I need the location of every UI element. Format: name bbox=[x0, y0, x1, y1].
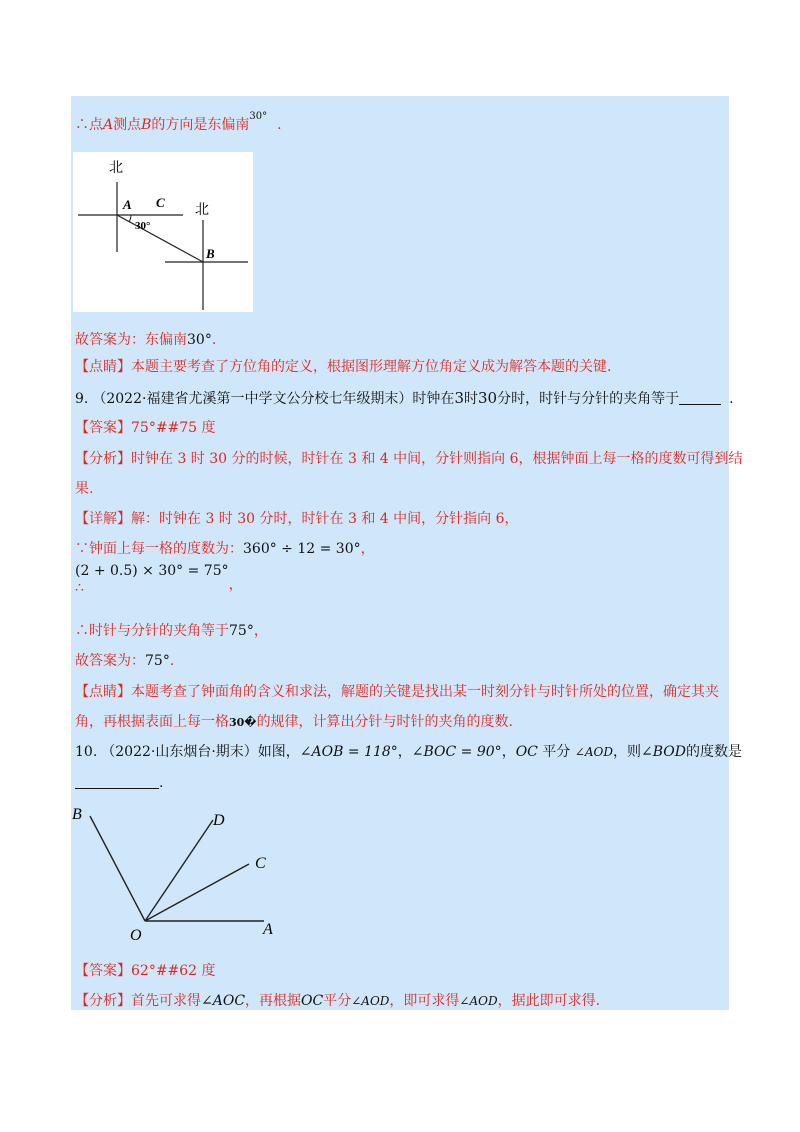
q9-end: . bbox=[729, 391, 734, 407]
q9-detail-prefix-2: ∵钟面上每一格的度数为： bbox=[75, 541, 243, 557]
q9-detail-end-4: ， bbox=[253, 623, 268, 639]
comment-text: 本题主要考查了方位角的定义，根据图形理解方位角定义成为解答本题的关键. bbox=[131, 359, 612, 375]
label-d: D bbox=[213, 812, 225, 829]
north-label-2: 北 bbox=[195, 203, 209, 218]
answer-degree: 30° bbox=[187, 332, 212, 348]
q10-analysis-p2: ，再根据 bbox=[245, 993, 302, 1009]
q10-analysis-p3: 平分 bbox=[323, 993, 352, 1009]
q9-detail-text-1: 解：时钟在 3 时 30 分时，时针在 3 和 4 中间，分针指向 6， bbox=[131, 511, 519, 527]
prev-comment bbox=[75, 357, 611, 377]
prev-answer-line bbox=[75, 330, 216, 350]
label-c: C bbox=[156, 195, 165, 210]
q10-number: 10. bbox=[75, 744, 98, 760]
q9-comment-1 bbox=[75, 682, 719, 702]
q9-analysis-2: 果. bbox=[75, 481, 94, 497]
q10-then: ，则 bbox=[612, 744, 641, 760]
conclusion-mid1: 测点 bbox=[113, 117, 142, 133]
label-b: B bbox=[72, 806, 82, 823]
q9-detail-tag: 【详解】 bbox=[75, 511, 131, 527]
label-b: B bbox=[206, 246, 215, 261]
q10-angle-bod: ∠BOD bbox=[640, 744, 686, 760]
q10-ask: 的度数是 bbox=[685, 744, 742, 760]
q9-stem bbox=[75, 388, 734, 409]
angle-figure bbox=[68, 800, 288, 950]
q9-detail-end-2: ， bbox=[360, 541, 375, 557]
q9-detail-3 bbox=[75, 563, 243, 593]
q10-analysis bbox=[75, 991, 600, 1011]
q10-sep-2: ， bbox=[501, 744, 516, 760]
label-a: A bbox=[263, 921, 273, 938]
label-o: O bbox=[130, 927, 142, 944]
q9-comment-text-1: 本题考查了钟面角的含义和求法，解题的关键是找出某一时刻分针与时针所处的位置，确定其夹 bbox=[131, 684, 719, 700]
q10-angle-aob: ∠AOB = 118° bbox=[299, 744, 398, 760]
q9-number: 9. bbox=[75, 391, 89, 407]
q10-answer bbox=[75, 961, 216, 981]
q10-angle-aod: ∠AOD bbox=[574, 745, 613, 759]
q9-detail-2 bbox=[75, 539, 375, 559]
label-a: A bbox=[123, 197, 132, 212]
q10-analysis-p5: ，据此即可求得. bbox=[497, 993, 601, 1009]
q10-answer-tag: 【答案】 bbox=[75, 963, 131, 979]
q10-end: . bbox=[159, 775, 164, 791]
q9-hour: 3 bbox=[454, 389, 464, 407]
q9-source: （2022·福建省尤溪第一中学文公分校七年级期末）时钟在 bbox=[92, 391, 455, 407]
q10-analysis-p1: 首先可求得 bbox=[131, 993, 201, 1009]
q9-detail-math-3: (2 + 0.5) × 30° = 75° bbox=[75, 563, 229, 579]
q9-detail-1 bbox=[75, 509, 519, 529]
q10-analysis-aod-2: ∠AOD bbox=[459, 994, 498, 1008]
q9-detail-5 bbox=[75, 651, 174, 671]
q10-analysis-p4: ，即可求得 bbox=[389, 993, 460, 1009]
q9-rest: 分时，时针与分针的夹角等于 bbox=[497, 391, 680, 407]
q10-ray-oc: OC bbox=[515, 744, 538, 760]
q9-comment-text-2a: 角，再根据表面上每一格 bbox=[75, 714, 229, 730]
q10-analysis-oc: OC bbox=[301, 993, 324, 1009]
q10-sep-1: ， bbox=[397, 744, 412, 760]
q9-analysis-tag: 【分析】 bbox=[75, 451, 131, 467]
q9-detail-3-symbol: ∴ bbox=[75, 580, 84, 596]
q9-detail-math-2: 360° ÷ 12 = 30° bbox=[243, 541, 361, 557]
angle-label: 30° bbox=[135, 220, 151, 232]
north-label-1: 北 bbox=[109, 161, 123, 176]
q9-detail-4 bbox=[75, 621, 268, 641]
label-c: C bbox=[255, 855, 266, 872]
q9-minute: 30 bbox=[477, 389, 498, 407]
q9-analysis-text-1: 时钟在 3 时 30 分的时候，时针在 3 和 4 中间，分针则指向 6，根据钟面上每一格的度数可得到结 bbox=[131, 451, 743, 467]
q9-analysis-1 bbox=[75, 449, 743, 469]
q10-analysis-aod-1: ∠AOD bbox=[351, 994, 390, 1008]
conclusion-end: . bbox=[277, 117, 282, 133]
q9-comment-text-2b: 的规律，计算出分针与时针的夹角的度数. bbox=[256, 714, 514, 730]
q9-detail-math-5: 75° bbox=[145, 653, 170, 669]
conclusion-prefix: ∴点 bbox=[75, 117, 103, 133]
q10-angle-boc: ∠BOC = 90° bbox=[411, 744, 502, 760]
q10-blank-line bbox=[75, 773, 163, 793]
q9-detail-prefix-5: 故答案为： bbox=[75, 653, 145, 669]
q9-detail-math-4: 75° bbox=[229, 623, 254, 639]
q9-comment-2 bbox=[75, 712, 513, 733]
answer-end: . bbox=[211, 332, 217, 348]
conclusion-degree: 30° bbox=[249, 111, 268, 122]
conclusion-mid2: 的方向是东偏南 bbox=[151, 117, 250, 133]
q10-analysis-tag: 【分析】 bbox=[75, 993, 131, 1009]
q10-analysis-aoc: ∠AOC bbox=[201, 993, 246, 1009]
q9-answer-blank bbox=[679, 390, 721, 405]
q10-answer-blank bbox=[75, 774, 159, 789]
q9-comment-degree: 30� bbox=[229, 716, 257, 729]
point-b: B bbox=[141, 117, 152, 133]
q9-hour-word: 时 bbox=[463, 391, 478, 407]
bearing-figure bbox=[73, 152, 253, 312]
q9-answer bbox=[75, 418, 216, 438]
q9-comment-tag: 【点睛】 bbox=[75, 684, 131, 700]
q9-detail-end-5: . bbox=[169, 653, 175, 669]
q10-stem bbox=[75, 742, 742, 762]
q9-detail-prefix-4: ∴时针与分针的夹角等于 bbox=[75, 623, 229, 639]
q10-source: （2022·山东烟台·期末）如图， bbox=[101, 744, 300, 760]
q9-detail-end-3: ， bbox=[228, 577, 243, 593]
q10-answer-value: 62°##62 度 bbox=[131, 963, 216, 979]
point-a: A bbox=[103, 117, 114, 133]
q9-answer-tag: 【答案】 bbox=[75, 420, 131, 436]
q9-answer-value: 75°##75 度 bbox=[131, 420, 216, 436]
q10-bisect: 平分 bbox=[537, 744, 575, 760]
comment-tag: 【点睛】 bbox=[75, 359, 131, 375]
prev-conclusion bbox=[75, 107, 282, 135]
answer-text: 故答案为：东偏南 bbox=[75, 332, 187, 348]
